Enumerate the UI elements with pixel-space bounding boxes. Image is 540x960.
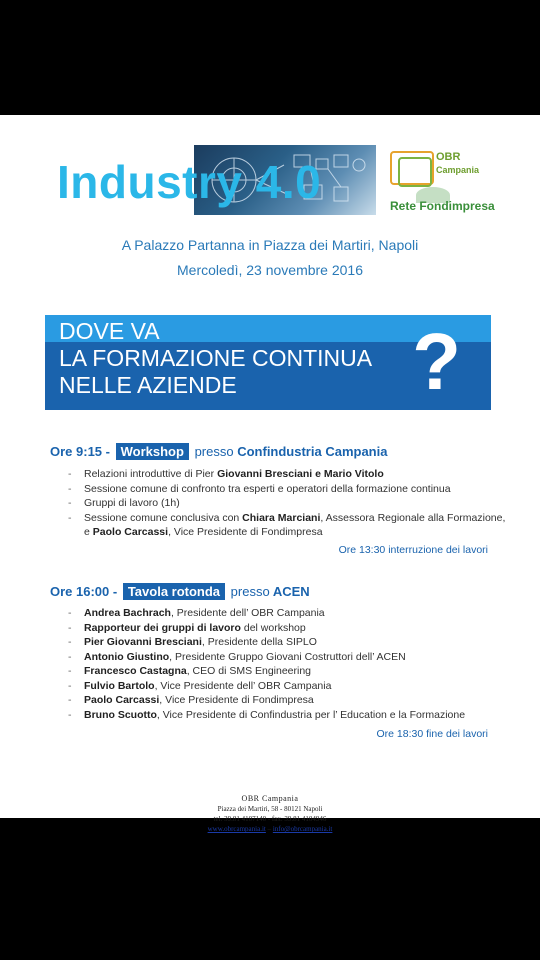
list-item: - Fulvio Bartolo, Vice Presidente dell’ OBR Campania (68, 679, 508, 694)
footer-email-link[interactable]: info@obrcampania.it (272, 825, 333, 833)
list-item: - Sessione comune di confronto tra esperti e operatori della formazione continua (68, 482, 508, 497)
footer-phone: tel. 39.81 4107140 - fax. 39.81 4104946 (213, 815, 327, 823)
session-2-time: Ore 16:00 - (50, 584, 118, 599)
question-banner (45, 315, 491, 410)
obr-logo-mark-inner-icon (398, 157, 432, 187)
list-item: - Andrea Bachrach, Presidente dell’ OBR Campania (68, 606, 508, 621)
footer-address: Piazza dei Martiri, 58 - 80121 Napoli (217, 805, 323, 813)
footer (0, 794, 540, 834)
list-item: - Bruno Scuotto, Vice Presidente di Confindustria per l’ Education e la Formazione (68, 708, 508, 723)
session-2-list (68, 606, 508, 722)
banner-line-3: NELLE AZIENDE (59, 372, 237, 398)
obr-logo-subtext: Campania (436, 165, 480, 175)
banner-line-2: LA FORMAZIONE CONTINUA (59, 345, 373, 371)
list-item: - Relazioni introduttive di Pier Giovanni Bresciani e Mario Vitolo (68, 467, 508, 482)
session-1-location: Confindustria Campania (237, 444, 388, 459)
list-item: - Rapporteur dei gruppi di lavoro del workshop (68, 621, 508, 636)
session-1-heading (50, 444, 387, 459)
obr-logo-text: OBR (436, 151, 461, 163)
banner-line-1: DOVE VA (59, 318, 160, 344)
list-item: - Pier Giovanni Bresciani, Presidente della SIPLO (68, 635, 508, 650)
session-2-tag: Tavola rotonda (123, 583, 225, 600)
session-2-location: ACEN (272, 584, 310, 599)
session-1-end-time: Ore 13:30 interruzione dei lavori (338, 544, 488, 556)
flyer-page (0, 115, 540, 833)
rete-fondimpresa-text: Rete Fondimpresa (390, 199, 495, 213)
session-1-tag: Workshop (116, 443, 189, 460)
footer-separator: – (265, 825, 273, 833)
footer-org: OBR Campania (241, 794, 299, 803)
session-1-time: Ore 9:15 - (50, 444, 110, 459)
event-venue: A Palazzo Partanna in Piazza dei Martiri, Napoli (121, 237, 419, 253)
list-item: - Antonio Giustino, Presidente Gruppo Giovani Costruttori dell’ ACEN (68, 650, 508, 665)
session-1-presso: presso (194, 444, 234, 459)
rete-fondimpresa-logo (390, 187, 500, 217)
event-date: Mercoledì, 23 novembre 2016 (177, 262, 363, 278)
event-title: Industry 4.0 (57, 156, 322, 208)
session-2-presso: presso (230, 584, 270, 599)
session-2-heading (50, 584, 310, 599)
list-item: - Sessione comune conclusiva con Chiara Marciani, Assessora Regionale alla Formazione, e Paolo Carcassi, Vice Presidente di Fondimpresa (68, 511, 508, 540)
question-mark-icon: ? (412, 317, 461, 406)
list-item: - Paolo Carcassi, Vice Presidente di Fondimpresa (68, 693, 508, 708)
list-item: - Gruppi di lavoro (1h) (68, 496, 508, 511)
session-1-list (68, 467, 508, 540)
list-item: - Francesco Castagna, CEO di SMS Engineering (68, 664, 508, 679)
session-2-end-time: Ore 18:30 fine dei lavori (376, 728, 488, 740)
footer-website-link[interactable]: www.obrcampania.it (207, 825, 266, 833)
obr-campania-logo (388, 151, 498, 185)
